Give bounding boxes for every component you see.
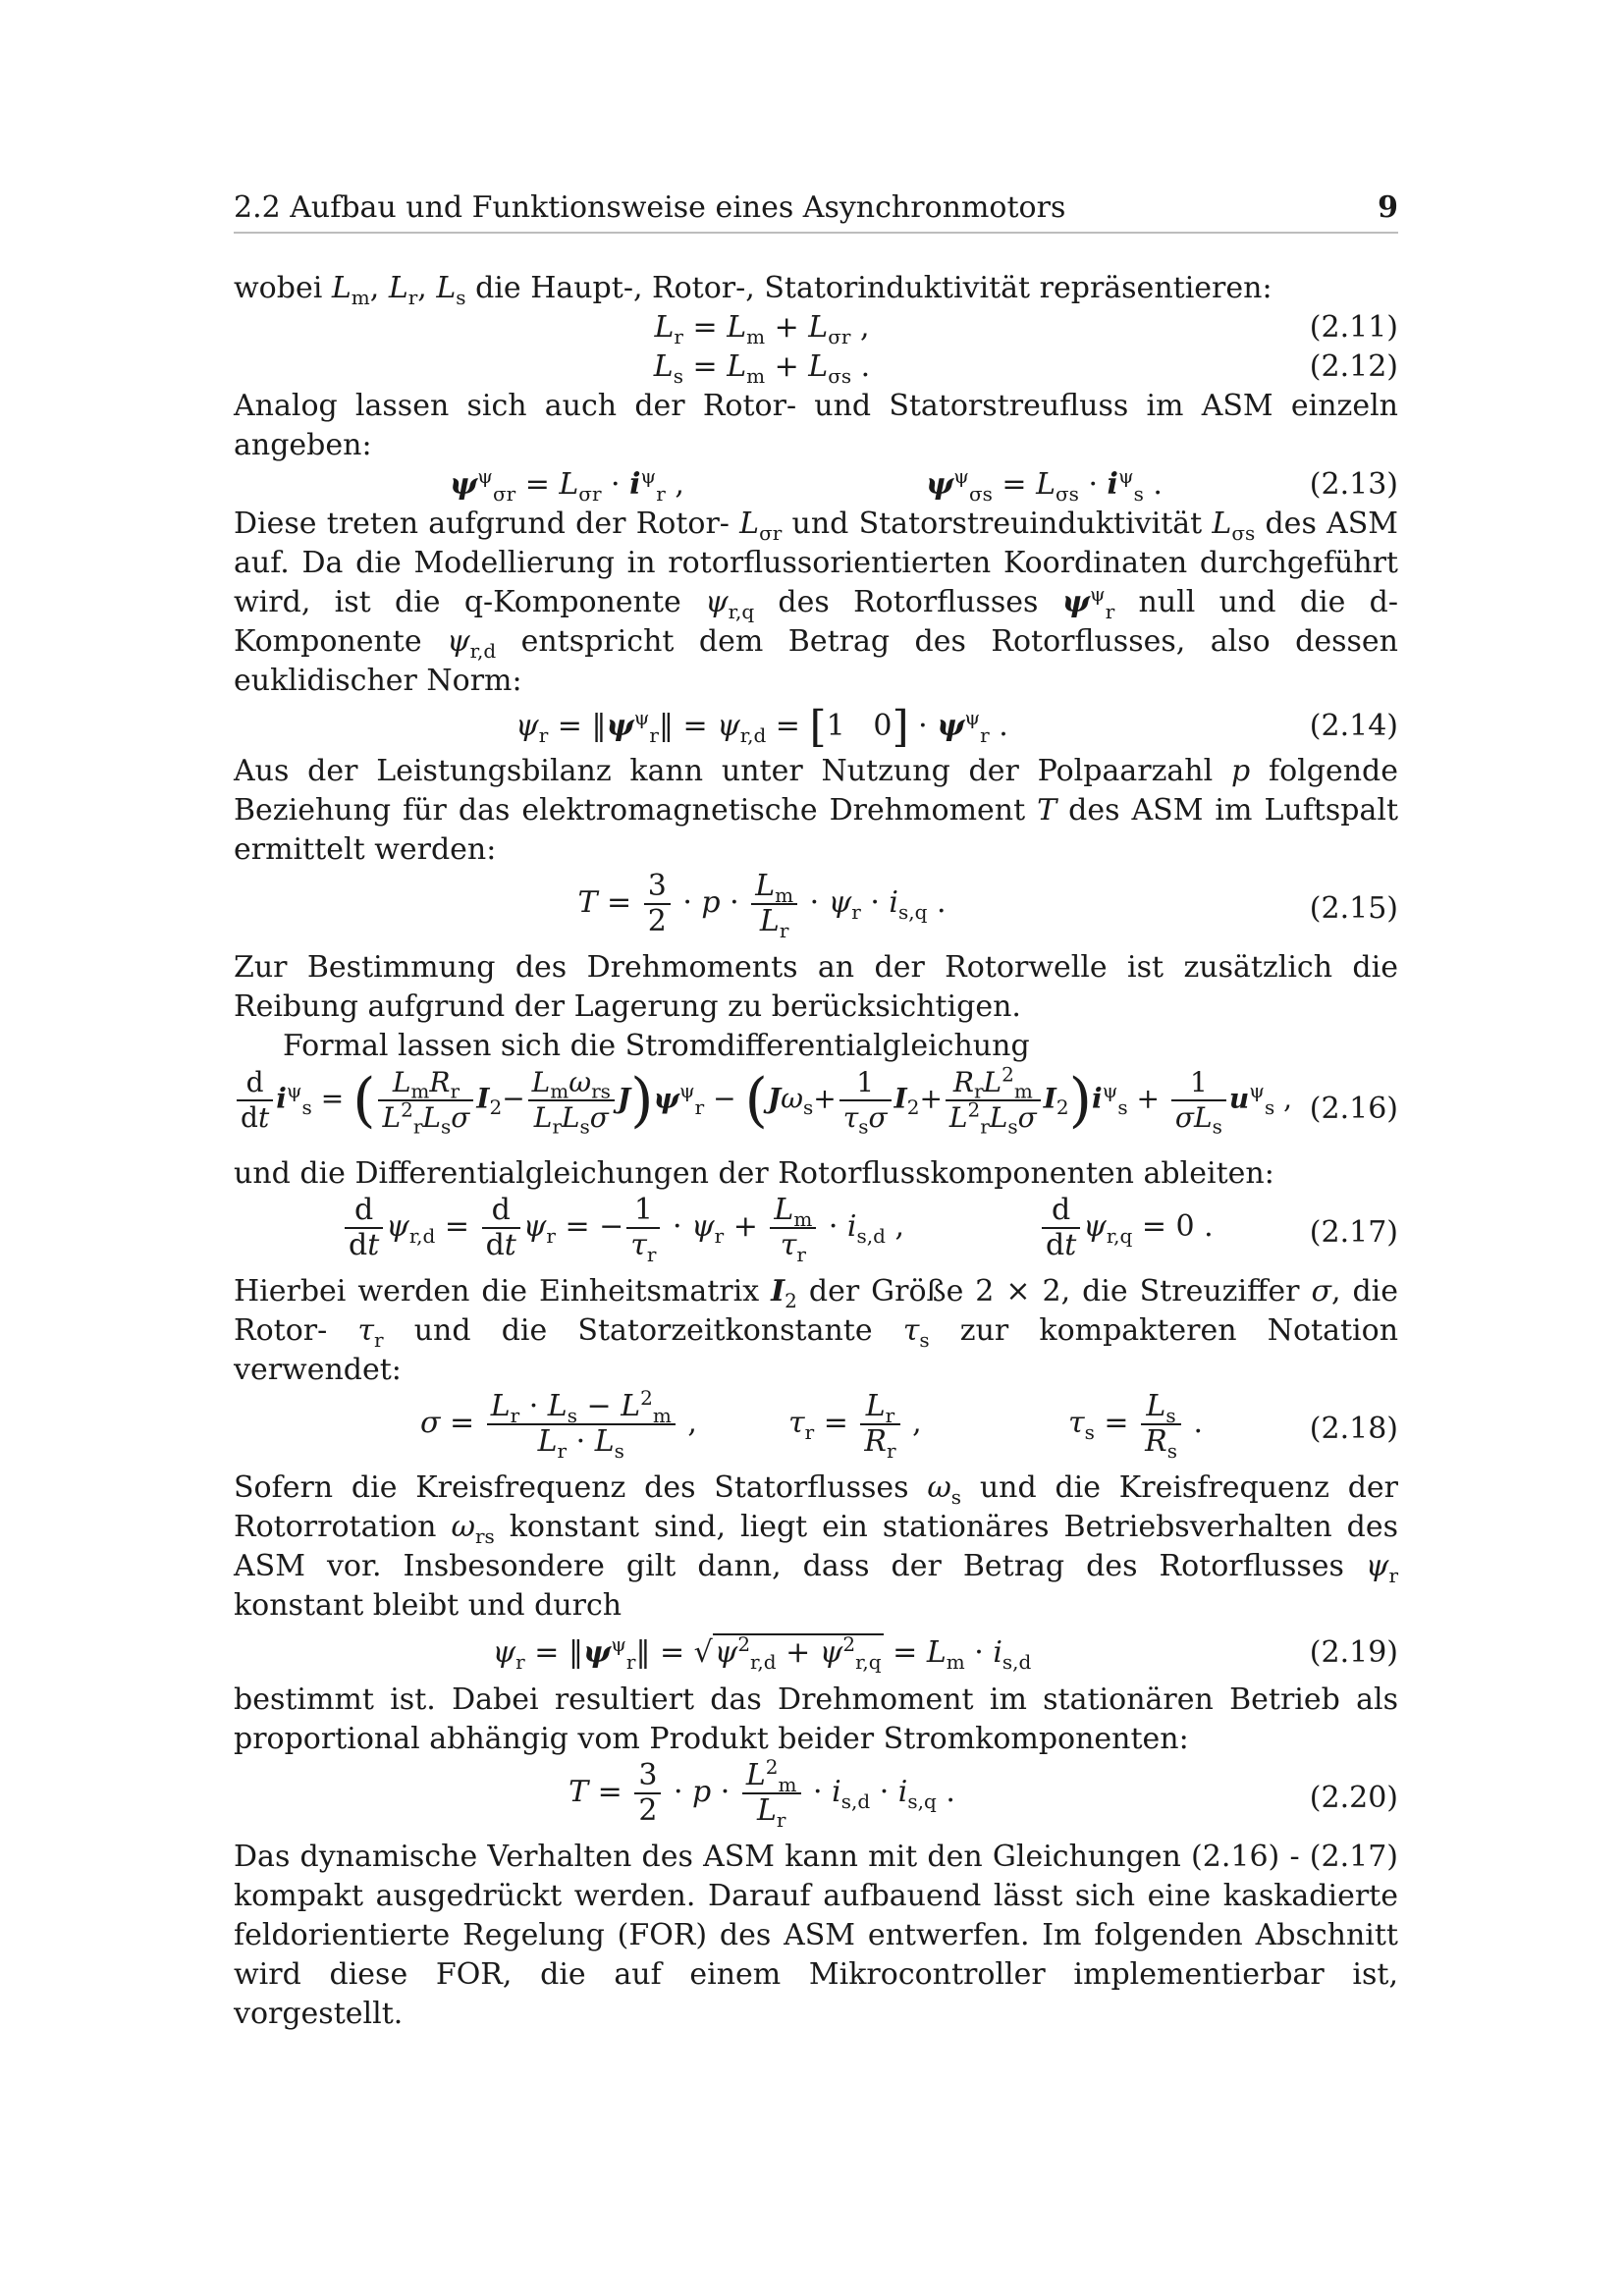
- paragraph-4: Aus der Leistungsbilanz kann unter Nutzung der Polpaarzahl p folgende Beziehung für das elektromagnetische Drehmoment T des ASM im Luftspalt ermittelt werden:: [234, 754, 1398, 867]
- equation-number: (2.16): [1309, 1092, 1398, 1126]
- equation-2-18: σ = $\frac{L_r \cdot L_s - L^2_m}{L_r \cdot L_s}$ , $\tau_r$ = $\frac{L_r}{R_r}$ , $\tau_s$ = $\frac{L_s}{R_s}$ . (2.18): [420, 1386, 1398, 1463]
- paragraph-6: Formal lassen sich die Stromdifferentialgleichung: [283, 1029, 1030, 1063]
- paragraph-5: Zur Bestimmung des Drehmoments an der Rotorwelle ist zusätzlich die Reibung aufgrund der Lagerung zu berücksichtigen.: [234, 950, 1398, 1024]
- equation-2-15: T = $\frac{3}{2}$ · p · $\frac{L_m}{L_r}$ · $\psi_r \cdot i_{s,q}$ . (2.15): [577, 869, 1398, 942]
- equation-2-19: $\psi_r$ = $‖\psi^\psi_r‖ = √\psi^2_{r,d} + \psi^2_{r,q} = L_m \cdot i_{s,d}$ (2.19): [492, 1632, 1398, 1674]
- equation-number: (2.11): [1309, 310, 1398, 345]
- equation-2-11: $L_r = L_m + L_{\sigma r}$ , (2.11): [654, 310, 1398, 348]
- equation-number: (2.13): [1309, 467, 1398, 502]
- equation-number: (2.15): [1309, 891, 1398, 926]
- paragraph-8: Hierbei werden die Einheitsmatrix $I_2$ der Größe 2 × 2, die Streuziffer σ, die Rotor- $\tau_r$ und die Statorzeitkonstante $\tau_s$ zur kompakteren Notation verwendet:: [234, 1274, 1399, 1387]
- equation-number: (2.17): [1309, 1215, 1398, 1250]
- equation-2-12: $L_s = L_m + L_{\sigma s}$ . (2.12): [653, 349, 1398, 388]
- section-title: 2.2 Aufbau und Funktionsweise eines Asynchronmotors: [234, 190, 1066, 225]
- paragraph-2: Analog lassen sich auch der Rotor- und Statorstreufluss im ASM einzeln angeben:: [234, 389, 1398, 462]
- equation-2-16: $\frac{d}{dt}$ $i^\psi_s$ = ( $\frac{L_mR_r}{L^2_rL_s\sigma}$ $I_2-$ $\frac{L_m\omega_{rs}}{L_rL_s\sigma}$ $J)\psi^\psi_r - (J\omega_s+$ $\frac{1}{\tau_s\sigma}$ $I_2+$ $\frac{R_rL^2_m}{L^2_rL_s\sigma}$ $I_2)i^\psi_s$ + $\frac{1}{\sigma L_s}$ $u^\psi_s$ , (2.16): [234, 1066, 1398, 1154]
- paragraph-3: Diese treten aufgrund der Rotor- $L_{\sigma r}$ und Statorstreuinduktivität $L_{\sigma s}$ des ASM auf. Da die Modellierung in rotorflussorientierten Koordinaten durchgeführt wird, ist die q-Komponente $\psi_{r,q}$ des Rotorflusses $\psi^\psi_r$ null und die d-Komponente $\psi_{r,d}$ entspricht dem Betrag des Rotorflusses, also dessen euklidischer Norm:: [234, 507, 1399, 698]
- equation-2-20: T = $\frac{3}{2}$ · p · $\frac{L^2_m}{L_r}$ · $i_{s,d} \cdot i_{s,q}$ . (2.20): [568, 1755, 1398, 1832]
- equation-number: (2.14): [1309, 709, 1398, 743]
- page-number: 9: [1378, 190, 1398, 225]
- equation-number: (2.19): [1309, 1635, 1398, 1670]
- paragraph-7: und die Differentialgleichungen der Rotorflusskomponenten ableiten:: [234, 1156, 1274, 1191]
- paragraph-1: wobei $L_m$, $L_r$, $L_s$ die Haupt-, Rotor-, Statorinduktivität repräsentieren:: [234, 271, 1272, 309]
- paragraph-9: Sofern die Kreisfrequenz des Statorflusses $\omega_s$ und die Kreisfrequenz der Rotorrotation $\omega_{rs}$ konstant sind, liegt ein stationäres Betriebsverhalten des ASM vor. Insbesondere gilt dann, dass der Betrag des Rotorflusses $\psi_r$ konstant bleibt und durch: [234, 1470, 1398, 1623]
- equation-2-14: $\psi_r$ = $‖\psi^\psi_r‖ = \psi_{r,d} = [1$ $0] \cdot \psi^\psi_r$ . (2.14): [515, 702, 1398, 752]
- paragraph-11: Das dynamische Verhalten des ASM kann mit den Gleichungen (2.16) - (2.17) kompakt ausgedrückt werden. Darauf aufbauend lässt sich eine kaskadierte feldorientierte Regelung (FOR) des ASM entwerfen. Im folgenden Abschnitt wird diese FOR, die auf einem Mikrocontroller implementierbar ist, vorgestellt.: [234, 1840, 1398, 2031]
- equation-number: (2.20): [1309, 1781, 1398, 1815]
- paragraph-10: bestimmt ist. Dabei resultiert das Drehmoment im stationären Betrieb als proportional abhängig vom Produkt beider Stromkomponenten:: [234, 1682, 1398, 1756]
- page: [234, 187, 1398, 2034]
- equation-number: (2.12): [1309, 349, 1398, 384]
- equation-2-13: $\psi^\psi_{\sigma r} = L_{\sigma r} \cdot i^\psi_r$ , $\psi^\psi_{\sigma s} = L_{\sigma s} \cdot i^\psi_s$ . (2.13): [450, 464, 1398, 506]
- equation-2-17: $\frac{d}{dt}$ $\psi_{r,d}$ = $\frac{d}{dt}$ $\psi_r$ = − $\frac{1}{\tau_r}$ · $\psi_r$ + $\frac{L_m}{\tau_r}$ · $i_{s,d}$ , $\frac{d}{dt}$ $\psi_{r,q} = 0$ . (2.17): [234, 1194, 1398, 1272]
- body-text: [234, 269, 1398, 2034]
- equation-number: (2.18): [1309, 1412, 1398, 1446]
- running-header: [234, 187, 1398, 234]
